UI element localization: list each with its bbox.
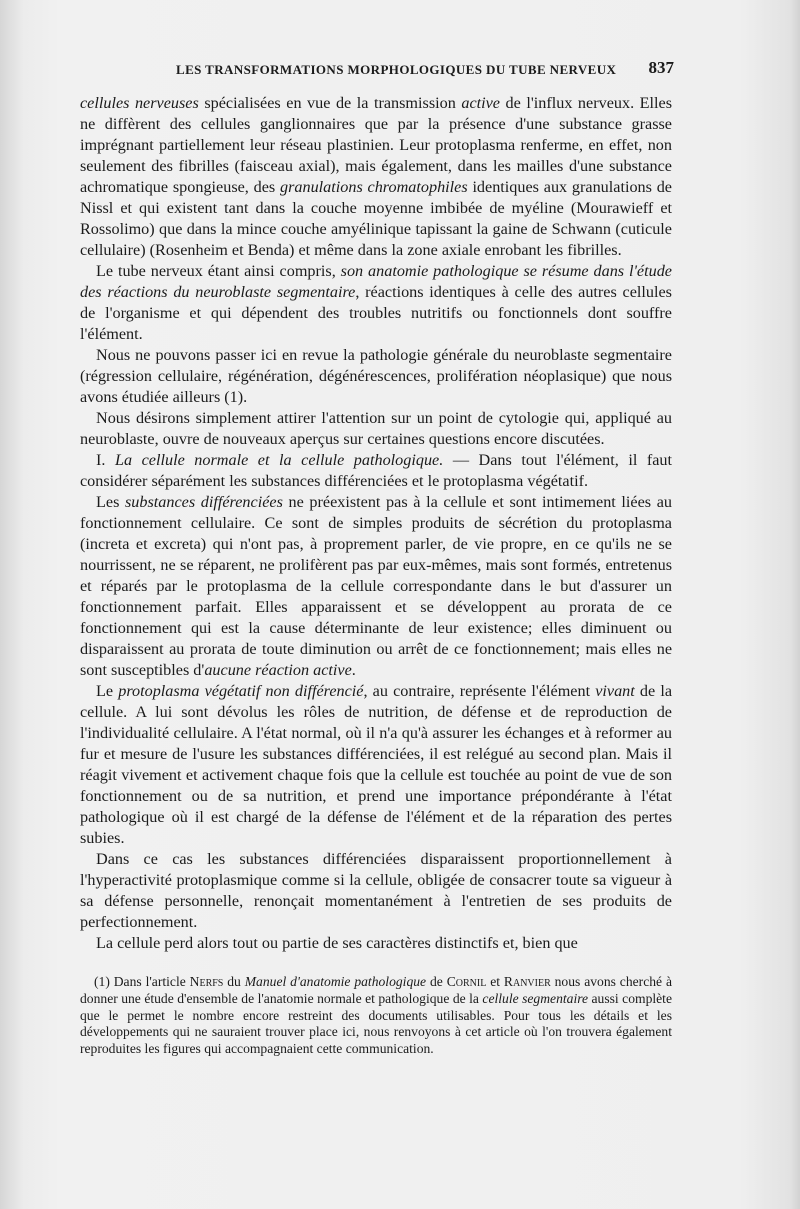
text-run: nous avons cherché à donner une étude d'ensemble de l'anatomie normale et pathologique de la <box>80 974 672 1006</box>
text-run: (1) Dans l'article <box>94 974 190 989</box>
text-run: identiques aux granulations de Nissl et qui existent tant dans la couche moyenne imbibée de myéline (Mourawieff et Rossolimo) que dans la mince couche amyélinique tapissant la gaine de Schwann (cuticule cellulaire) (Rosenheim et Benda) et même dans la zone axiale enrobant les fibrilles. <box>80 178 672 259</box>
text-run: La cellule perd alors tout ou partie de ses caractères distinctifs et, bien que <box>96 934 578 952</box>
text-run: ne préexistent pas à la cellule et sont intimement liées au fonctionnement cellulaire. Ce sont de simples produits de sécrétion du protoplasma (increta et excreta) qui n'ont pas, à proprement parler, de vie propre, en ce qu'ils ne se nourrissent, ne se réparent, ne prolifèrent pas par eux-mêmes, mais sont formés, entretenus et réparés par le protoplasma de la cellule correspondante dans le but d'assurer un fonctionnement parfait. Elles apparaissent et se développent au prorata de ce fonctionnement qui est la cause déterminante de leur existence; elles diminuent ou disparaissent au prorata de toute diminution ou arrêt de ce fonctionnement; mais elles ne sont susceptibles d' <box>80 493 672 679</box>
italic-run: granulations chromatophiles <box>280 178 468 196</box>
small-caps-run: Cornil <box>446 974 487 989</box>
paragraph-4 <box>80 408 672 450</box>
text-run: et <box>486 974 504 989</box>
text-run: Les <box>96 493 125 511</box>
paragraph-8 <box>80 849 672 933</box>
small-caps-run: Nerfs <box>189 974 224 989</box>
text-run: , réactions identiques à celle des autres cellules de l'organisme et qui dépendent des troubles nutritifs ou fonctionnels dont souffre l'élément. <box>80 283 672 343</box>
paragraph-3 <box>80 345 672 408</box>
footnote-text <box>80 974 672 1058</box>
text-run: I. <box>96 451 115 469</box>
text-run: — Dans tout l'élément, il faut considérer séparément les substances différenciées et le protoplasma végétatif. <box>80 451 673 490</box>
text-run: du <box>223 974 245 989</box>
italic-run: active <box>461 94 500 112</box>
paragraph-6 <box>80 492 672 681</box>
paragraph-7 <box>80 681 672 849</box>
italic-run: Manuel d'anatomie pathologique <box>244 974 427 989</box>
italic-run: substances différenciées <box>125 493 283 511</box>
italic-run: aucune réaction active <box>204 661 352 679</box>
italic-run: La cellule normale et la cellule pathologique. <box>114 451 444 469</box>
paragraph-1 <box>80 93 672 261</box>
italic-run: protoplasma végétatif non différencié <box>118 682 364 700</box>
paragraph-2 <box>80 261 672 345</box>
text-run: . <box>351 661 356 679</box>
text-run: Nous désirons simplement attirer l'attention sur un point de cytologie qui, appliqué au neuroblaste, ouvre de nouveaux aperçus sur certaines questions encore discutées. <box>80 409 672 448</box>
text-run: aussi complète que le permet le nombre encore restreint des documents utilisables. Pour tous les détails et les développements qui ne sauraient trouver place ici, nous renvoyons à cet article où l'on trouvera également reproduites les figures qui accompagnaient cette communication. <box>80 990 672 1057</box>
body-text <box>80 93 672 954</box>
text-run: de l'influx nerveux. Elles ne diffèrent des cellules ganglionnaires que par la présence d'une substance grasse imprégnant partiellement leur réseau plastinien. Leur protoplasma renferme, en effet, non seulement des fibrilles (faisceau axial), mais également, dans les mailles d'une substance achromatique spongieuse, des <box>80 94 673 196</box>
text-run: de la cellule. A lui sont dévolus les rôles de nutrition, de défense et de reproduction de l'individualité cellulaire. A l'état normal, où il n'a qu'à assurer les échanges et à reformer au fur et mesure de l'usure les substances différenciées, il est relégué au second plan. Mais il réagit vivement et activement chaque fois que la cellule est touchée au point de vue de son fonctionnement ou de sa nutrition, et prend une importance prépondérante à l'état pathologique où il est chargé de la défense de l'élément et de la réparation des pertes subies. <box>80 682 673 847</box>
paragraph-9 <box>80 933 672 954</box>
text-run: de <box>426 974 447 989</box>
footnote <box>80 974 672 1058</box>
italic-run: cellule segmentaire <box>482 990 589 1006</box>
page-number: 837 <box>648 58 674 77</box>
paragraph-5 <box>80 450 672 492</box>
italic-run: son anatomie pathologique se résume dans l'étude des réactions du neuroblaste segmentaire <box>80 262 672 301</box>
text-run: Nous ne pouvons passer ici en revue la pathologie générale du neuroblaste segmentaire (régression cellulaire, régénération, dégénérescences, prolifération néoplasique) que nous avons étudiée ailleurs (1). <box>80 346 672 406</box>
italic-run: vivant <box>595 682 635 700</box>
text-run: , au contraire, représente l'élément <box>363 682 596 700</box>
small-caps-run: Ranvier <box>503 974 551 989</box>
running-header <box>80 58 674 82</box>
text-run: Le <box>96 682 119 700</box>
running-title: LES TRANSFORMATIONS MORPHOLOGIQUES DU TUBE NERVEUX <box>176 62 617 77</box>
text-run: Dans ce cas les substances différenciées disparaissent proportionnellement à l'hyperactivité protoplasmique comme si la cellule, obligée de consacrer toute sa vigueur à sa défense personnelle, renonçait momentanément à l'entretien de ses produits de perfectionnement. <box>80 850 672 931</box>
text-run: spécialisées en vue de la transmission <box>198 94 462 112</box>
italic-run: cellules nerveuses <box>80 94 199 112</box>
text-run: Le tube nerveux étant ainsi compris, <box>96 262 341 280</box>
